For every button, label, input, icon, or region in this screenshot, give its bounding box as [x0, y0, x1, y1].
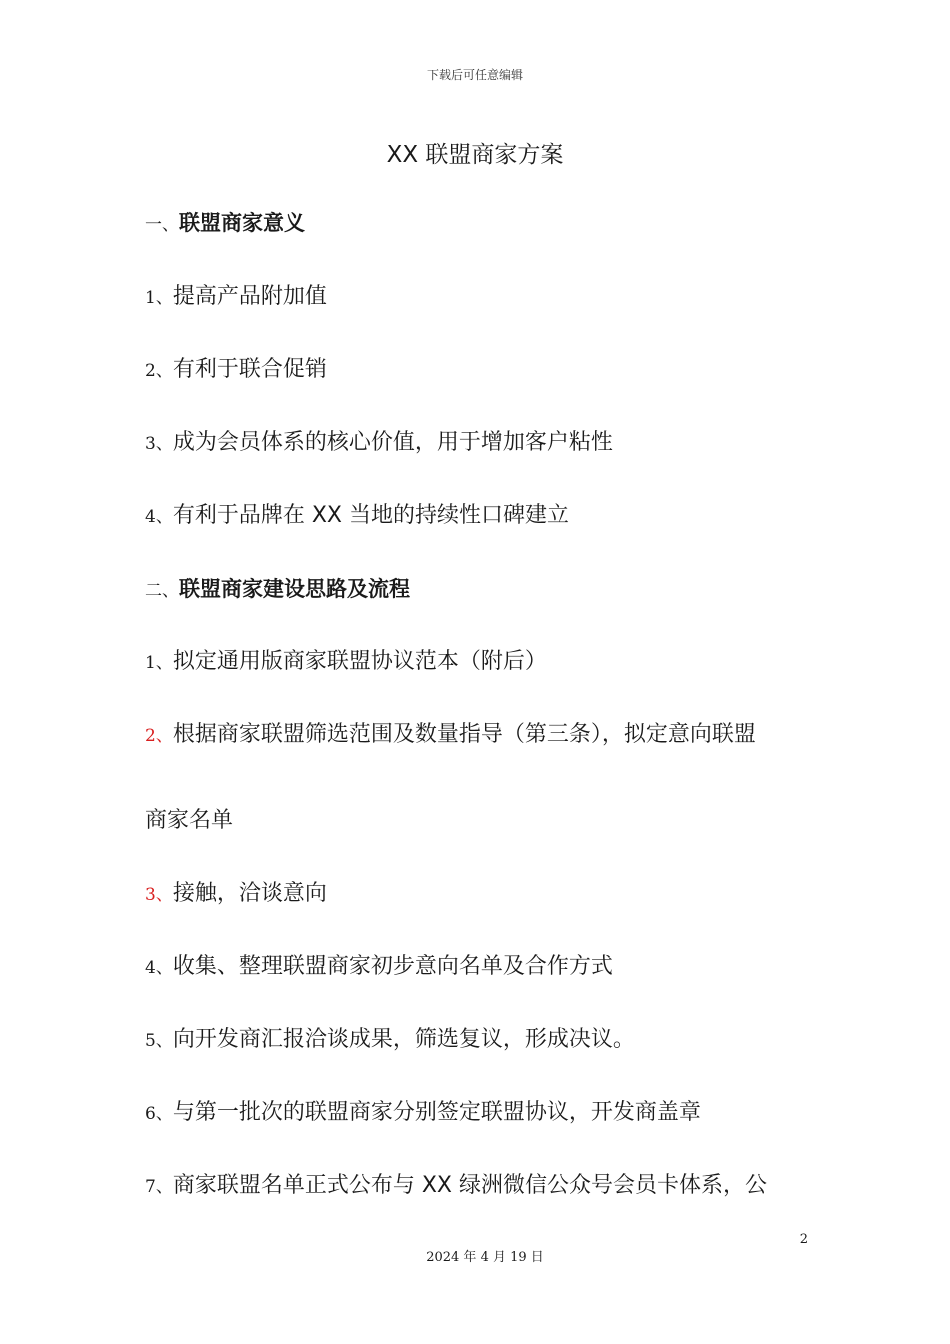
section-number: 二、 [145, 581, 179, 601]
item-text: 成为会员体系的核心价值，用于增加客户粘性 [172, 430, 613, 455]
item-number: 4、 [145, 958, 173, 978]
item-text: 接触，洽谈意向 [172, 881, 327, 906]
item-text: 拟定通用版商家联盟协议范本（附后） [172, 649, 547, 674]
item-text: 有利于联合促销 [172, 357, 327, 382]
item-number: 3、 [145, 434, 173, 454]
list-item [145, 879, 327, 910]
item-text: 根据商家联盟筛选范围及数量指导（第三条），拟定意向联盟 [172, 722, 756, 747]
list-item [145, 282, 327, 313]
item-text: 商家名单 [145, 808, 234, 833]
item-number: 3、 [145, 885, 173, 905]
item-text: 有利于品牌在 XX 当地的持续性口碑建立 [172, 503, 569, 528]
list-item [145, 647, 547, 678]
item-number: 2、 [145, 361, 173, 381]
list-item [145, 720, 756, 751]
item-number: 5、 [145, 1031, 173, 1051]
section-heading-1 [145, 208, 305, 240]
list-item [145, 1098, 701, 1129]
list-item [145, 428, 613, 459]
item-number: 1、 [145, 653, 173, 673]
list-item [145, 952, 613, 983]
list-item [145, 1025, 635, 1056]
item-number: 2、 [145, 726, 173, 746]
header-note: 下载后可任意编辑 [426, 68, 523, 82]
list-item-continuation [145, 806, 233, 836]
item-text: 提高产品附加值 [172, 284, 327, 309]
item-number: 6、 [145, 1104, 173, 1124]
list-item [145, 501, 569, 532]
section-heading-2 [145, 574, 410, 606]
document-title: XX 联盟商家方案 [386, 142, 564, 168]
item-text: 向开发商汇报洽谈成果，筛选复议，形成决议。 [172, 1027, 635, 1052]
footer-date: 2024 年 4 月 19 日 [426, 1250, 544, 1265]
item-text: 与第一批次的联盟商家分别签定联盟协议，开发商盖章 [172, 1100, 701, 1125]
section-title: 联盟商家建设思路及流程 [179, 577, 410, 601]
item-number: 4、 [145, 507, 173, 527]
item-number: 1、 [145, 288, 173, 308]
item-number: 7、 [145, 1177, 173, 1197]
item-text: 商家联盟名单正式公布与 XX 绿洲微信公众号会员卡体系，公 [172, 1173, 767, 1198]
list-item [145, 1171, 767, 1202]
item-text: 收集、整理联盟商家初步意向名单及合作方式 [172, 954, 613, 979]
page-number: 2 [799, 1232, 808, 1247]
section-number: 一、 [145, 215, 179, 235]
section-title: 联盟商家意义 [179, 211, 305, 235]
list-item [145, 355, 327, 386]
